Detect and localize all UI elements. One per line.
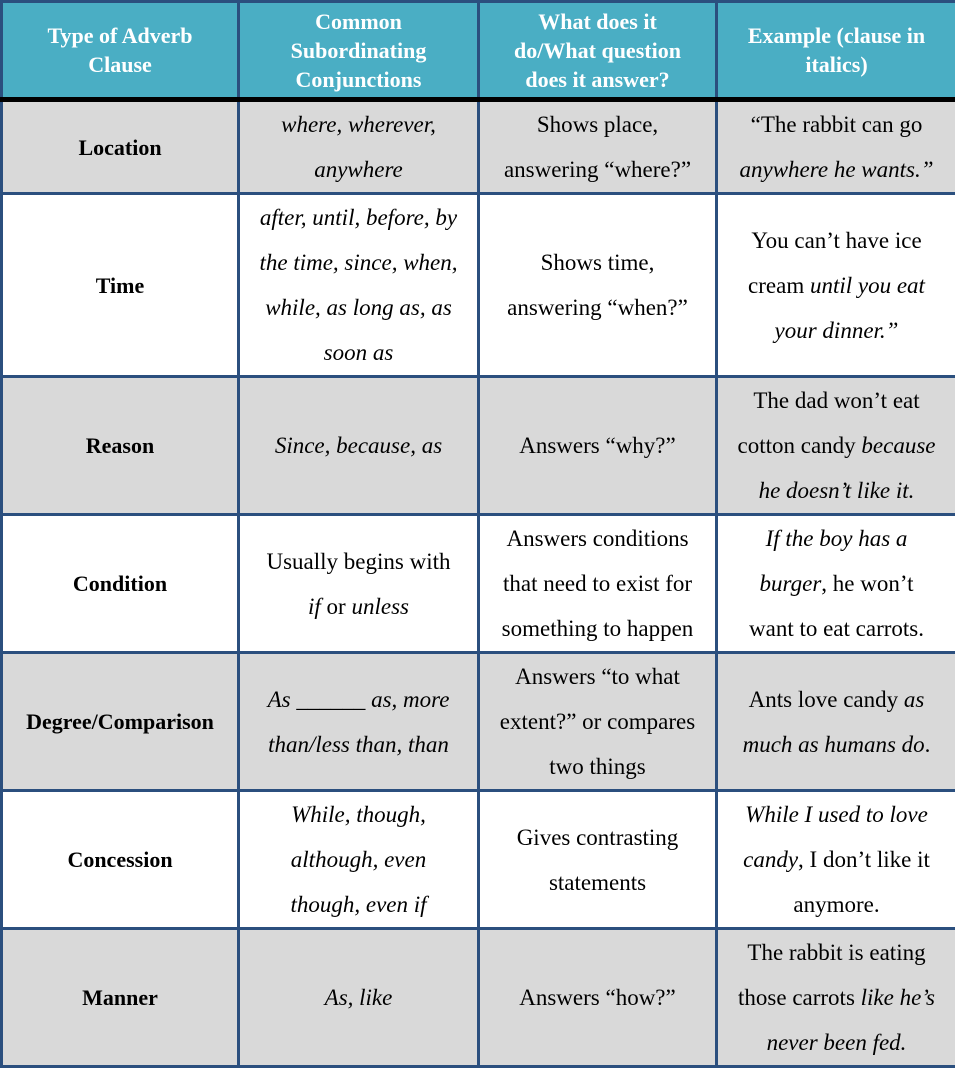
table-row: [2, 377, 955, 515]
cell-line: [726, 1020, 947, 1065]
cell-line: [726, 263, 947, 308]
text-segment: , he won’t: [821, 571, 913, 596]
text-segment: never been fed.: [767, 1030, 907, 1055]
cell-line: [726, 308, 947, 353]
function-cell: [479, 791, 717, 929]
table-row: [2, 100, 955, 194]
text-segment: until you eat: [810, 273, 925, 298]
conjunctions-cell: [239, 791, 479, 929]
cell-line: [488, 147, 707, 192]
cell-line: [488, 654, 707, 699]
cell-line: [248, 882, 469, 927]
text-segment: The dad won’t eat: [753, 388, 919, 413]
function-cell: [479, 100, 717, 194]
text-segment: answering “when?”: [507, 295, 688, 320]
function-cell: [479, 653, 717, 791]
cell-line: [248, 195, 469, 240]
text-segment: cream: [748, 273, 810, 298]
cell-line: [726, 606, 947, 651]
clause-type-cell: Concession: [2, 791, 239, 929]
conjunctions-cell: [239, 377, 479, 515]
text-segment: Since, because, as: [275, 433, 442, 458]
cell-line: [488, 516, 707, 561]
cell-line: [248, 975, 469, 1020]
cell-line: [488, 240, 707, 285]
header-type: Type of Adverb Clause: [2, 2, 239, 100]
cell-line: [488, 975, 707, 1020]
text-segment: Ants love candy: [749, 687, 904, 712]
text-segment: than/less than, than: [268, 732, 449, 757]
text-segment: or: [321, 594, 352, 619]
header-conjunctions: Common Subordinating Conjunctions: [239, 2, 479, 100]
text-segment: those carrots: [738, 985, 861, 1010]
text-segment: although, even: [291, 847, 426, 872]
cell-line: [248, 539, 469, 584]
cell-line: [488, 606, 707, 651]
cell-line: [248, 584, 469, 629]
header-example: Example (clause in italics): [717, 2, 955, 100]
example-cell: [717, 100, 955, 194]
text-segment: something to happen: [502, 616, 694, 641]
cell-line: [726, 147, 947, 192]
function-cell: [479, 194, 717, 377]
clause-type-cell: Location: [2, 100, 239, 194]
table-row: [2, 194, 955, 377]
text-segment: anymore.: [793, 892, 879, 917]
clause-type-cell: Condition: [2, 515, 239, 653]
conjunctions-cell: [239, 100, 479, 194]
text-segment: while, as long as, as: [265, 295, 452, 320]
text-segment: want to eat carrots.: [749, 616, 924, 641]
text-segment: though, even if: [290, 892, 426, 917]
function-cell: [479, 377, 717, 515]
conjunctions-cell: [239, 929, 479, 1067]
text-segment: While, though,: [291, 802, 426, 827]
table-body: [2, 100, 955, 1067]
cell-line: [488, 744, 707, 789]
cell-line: [726, 378, 947, 423]
cell-line: [726, 677, 947, 722]
text-segment: where, wherever,: [281, 112, 436, 137]
text-segment: if: [308, 594, 321, 619]
text-segment: Shows time,: [541, 250, 655, 275]
clause-type-cell: Reason: [2, 377, 239, 515]
table-row: [2, 791, 955, 929]
table-row: [2, 515, 955, 653]
text-segment: anywhere: [314, 157, 403, 182]
clause-type-cell: Degree/Comparison: [2, 653, 239, 791]
example-cell: [717, 929, 955, 1067]
text-segment: As, like: [325, 985, 393, 1010]
cell-line: [726, 837, 947, 882]
cell-line: [248, 677, 469, 722]
table-row: [2, 653, 955, 791]
text-segment: The rabbit is eating: [747, 940, 925, 965]
example-cell: [717, 377, 955, 515]
text-segment: Answers “why?”: [519, 433, 675, 458]
conjunctions-cell: [239, 515, 479, 653]
cell-line: [726, 722, 947, 767]
cell-line: [726, 218, 947, 263]
cell-line: [726, 468, 947, 513]
clause-type-cell: Time: [2, 194, 239, 377]
cell-line: [488, 815, 707, 860]
cell-line: [726, 882, 947, 927]
cell-line: [726, 561, 947, 606]
header-function: What does it do/What question does it answer?: [479, 2, 717, 100]
cell-line: [488, 561, 707, 606]
example-cell: [717, 515, 955, 653]
text-segment: As ______ as, more: [268, 687, 450, 712]
text-segment: much as humans do: [743, 732, 925, 757]
function-cell: [479, 929, 717, 1067]
clause-type-cell: Manner: [2, 929, 239, 1067]
text-segment: statements: [549, 870, 646, 895]
text-segment: .: [925, 732, 931, 757]
cell-line: [726, 516, 947, 561]
text-segment: the time, since, when,: [259, 250, 457, 275]
cell-line: [726, 975, 947, 1020]
text-segment: after, until, before, by: [260, 205, 457, 230]
example-cell: [717, 653, 955, 791]
text-segment: Usually begins with: [267, 549, 451, 574]
text-segment: answering “where?”: [504, 157, 691, 182]
text-segment: You can’t have ice: [751, 228, 921, 253]
cell-line: [248, 102, 469, 147]
header-row: [2, 2, 955, 100]
text-segment: While I used to love: [745, 802, 928, 827]
text-segment: Shows place,: [537, 112, 658, 137]
text-segment: Answers conditions: [506, 526, 688, 551]
example-cell: [717, 194, 955, 377]
cell-line: [488, 102, 707, 147]
cell-line: [488, 699, 707, 744]
text-segment: burger: [760, 571, 822, 596]
text-segment: “The rabbit can go: [751, 112, 923, 137]
text-segment: two things: [549, 754, 645, 779]
text-segment: Answers “to what: [515, 664, 680, 689]
text-segment: unless: [351, 594, 409, 619]
conjunctions-cell: [239, 653, 479, 791]
cell-line: [248, 423, 469, 468]
cell-line: [488, 285, 707, 330]
cell-line: [726, 930, 947, 975]
text-segment: cotton candy: [738, 433, 862, 458]
cell-line: [248, 792, 469, 837]
cell-line: [726, 423, 947, 468]
cell-line: [488, 860, 707, 905]
text-segment: because: [861, 433, 935, 458]
text-segment: soon as: [324, 340, 394, 365]
text-segment: Answers “how?”: [519, 985, 675, 1010]
example-cell: [717, 791, 955, 929]
cell-line: [248, 722, 469, 767]
text-segment: candy: [743, 847, 798, 872]
cell-line: [726, 102, 947, 147]
text-segment: extent?” or compares: [500, 709, 695, 734]
text-segment: your dinner.”: [775, 318, 899, 343]
conjunctions-cell: [239, 194, 479, 377]
text-segment: anywhere he wants.”: [740, 157, 934, 182]
cell-line: [488, 423, 707, 468]
text-segment: , I don’t like it: [798, 847, 930, 872]
cell-line: [248, 837, 469, 882]
table-row: [2, 929, 955, 1067]
text-segment: Gives contrasting: [517, 825, 679, 850]
cell-line: [726, 792, 947, 837]
text-segment: like he’s: [861, 985, 935, 1010]
text-segment: If the boy has a: [766, 526, 908, 551]
text-segment: as: [904, 687, 924, 712]
cell-line: [248, 147, 469, 192]
text-segment: that need to exist for: [503, 571, 692, 596]
cell-line: [248, 330, 469, 375]
function-cell: [479, 515, 717, 653]
text-segment: he doesn’t like it.: [759, 478, 915, 503]
cell-line: [248, 285, 469, 330]
cell-line: [248, 240, 469, 285]
